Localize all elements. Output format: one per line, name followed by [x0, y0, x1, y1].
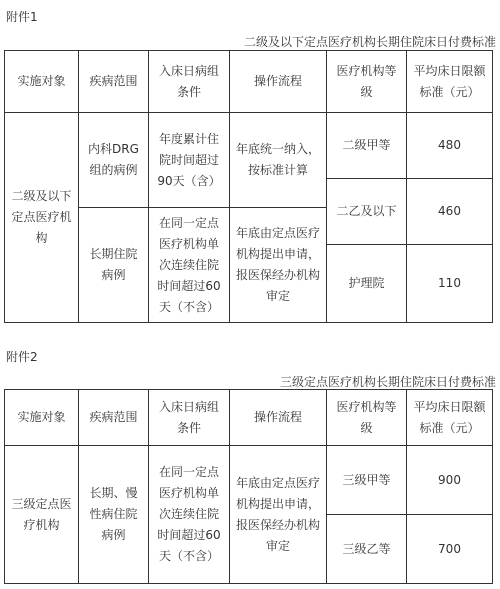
annex1-label: 附件1 [6, 10, 38, 24]
annex1-level-1: 二级甲等 [326, 112, 407, 179]
annex1-scope-a: 内科DRG组的病例 [78, 112, 149, 208]
annex2-amount-1: 900 [406, 445, 493, 515]
annex1-header-process: 操作流程 [229, 50, 327, 113]
annex1-level-2: 二乙及以下 [326, 178, 407, 245]
annex2-condition-cell: 在同一定点医疗机构单次连续住院时间超过60天（不含） [148, 445, 230, 584]
annex2-scope-cell: 长期、慢性病住院病例 [78, 445, 149, 584]
annex1-header-amount: 平均床日限额标准（元） [406, 50, 493, 113]
annex1-header-level: 医疗机构等级 [326, 50, 407, 113]
annex1-condition-b: 在同一定点医疗机构单次连续住院时间超过60天（不含） [148, 207, 230, 323]
annex1-process-b: 年底由定点医疗机构提出申请，报医保经办机构审定 [229, 207, 327, 323]
annex1-condition-a: 年度累计住院时间超过90天（含） [148, 112, 230, 208]
annex1-target-cell: 二级及以下定点医疗机构 [4, 112, 79, 323]
annex2-header-amount: 平均床日限额标准（元） [406, 389, 493, 446]
annex2-header-level: 医疗机构等级 [326, 389, 407, 446]
annex2-amount-2: 700 [406, 514, 493, 584]
annex2-table [4, 389, 493, 584]
annex2-target-cell: 三级定点医疗机构 [4, 445, 79, 584]
annex2-level-2: 三级乙等 [326, 514, 407, 584]
annex2-label: 附件2 [6, 350, 38, 364]
annex2-level-1: 三级甲等 [326, 445, 407, 515]
annex2-title: 三级定点医疗机构长期住院床日付费标准 [279, 375, 496, 389]
annex1-level-3: 护理院 [326, 244, 407, 323]
annex1-scope-b: 长期住院病例 [78, 207, 149, 323]
annex1-title: 二级及以下定点医疗机构长期住院床日付费标准 [243, 35, 496, 49]
annex1-header-target: 实施对象 [4, 50, 79, 113]
annex2-header-condition: 入床日病组条件 [148, 389, 230, 446]
annex1-amount-2: 460 [406, 178, 493, 245]
annex1-table [4, 50, 493, 323]
annex1-header-condition: 入床日病组条件 [148, 50, 230, 113]
annex1-header-scope: 疾病范围 [78, 50, 149, 113]
annex2-process-cell: 年底由定点医疗机构提出申请，报医保经办机构审定 [229, 445, 327, 584]
annex2-header-scope: 疾病范围 [78, 389, 149, 446]
annex1-amount-1: 480 [406, 112, 493, 179]
annex1-amount-3: 110 [406, 244, 493, 323]
annex1-process-a: 年底统一纳入，按标准计算 [229, 112, 327, 208]
annex2-header-target: 实施对象 [4, 389, 79, 446]
annex2-header-process: 操作流程 [229, 389, 327, 446]
